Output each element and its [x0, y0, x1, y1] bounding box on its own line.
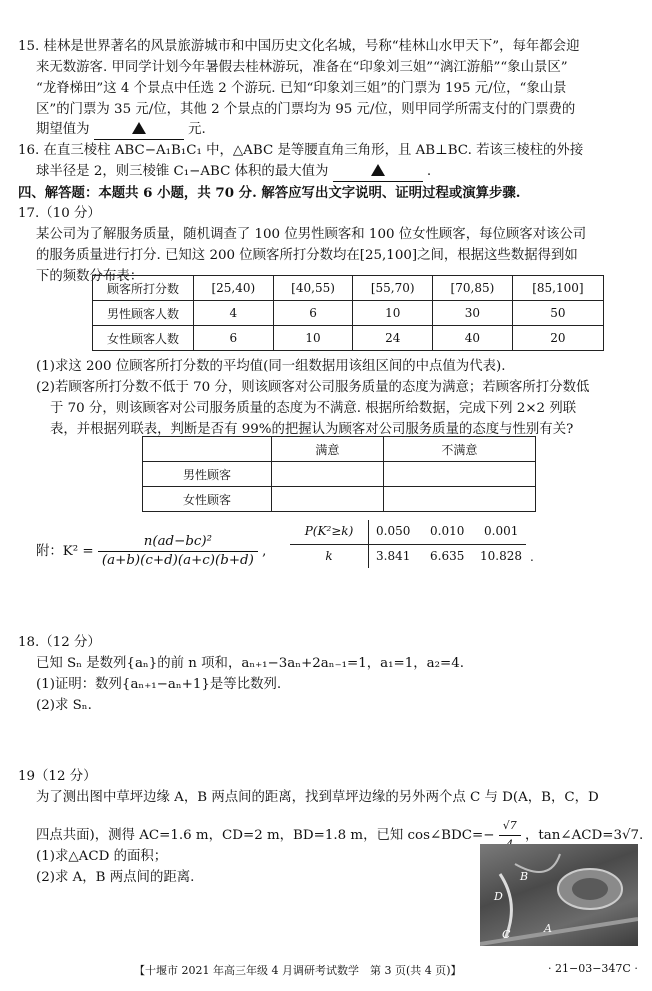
- k-value: 10.828: [480, 549, 522, 563]
- p-value: 0.010: [430, 524, 465, 538]
- formula-denominator: (a+b)(c+d)(a+c)(b+d): [101, 553, 254, 568]
- table-header-row: [143, 437, 536, 462]
- q16-line-2: [36, 163, 431, 182]
- table-cell: 男性顾客: [143, 462, 272, 487]
- table-row: [93, 326, 604, 351]
- section-heading: 四、解答题：本题共 6 小题，共 70 分. 解答应写出文字说明、证明过程或演算步骤.: [18, 185, 521, 201]
- table-period: .: [530, 550, 534, 564]
- k-squared-formula: [36, 533, 266, 570]
- k-value: 3.841: [376, 549, 411, 563]
- table-header: [143, 437, 272, 462]
- q17-heading: 17.（10 分）: [18, 206, 101, 221]
- q15-line-2: 来无数游客. 甲同学计划今年暑假去桂林游玩，准备在“印象刘三姐”“漓江游船”“象山景区”: [36, 60, 568, 75]
- cos-numerator: √7: [499, 817, 521, 836]
- photo-label-a: A: [544, 922, 552, 935]
- q19-line-1: 为了测出图中草坪边缘 A，B 两点间的距离，找到草坪边缘的另外两个点 C 与 D(A，B，C，D: [36, 790, 599, 805]
- q19-line-2-lead: 四点共面)，测得 AC=1.6 m，CD=2 m，BD=1.8 m，已知 cos∠BDC=−: [36, 828, 495, 843]
- photo-label-d: D: [494, 890, 503, 903]
- triangle-icon: [132, 122, 146, 134]
- q18-part-2: (2)求 Sₙ.: [36, 698, 92, 713]
- table-cell: 女性顾客: [143, 487, 272, 512]
- q19-line-2-tail: ，tan∠ACD=3√7.: [525, 828, 644, 843]
- table-header: 顾客所打分数: [93, 276, 194, 301]
- table-header: [85,100]: [512, 276, 603, 301]
- table-header: 满意: [272, 437, 384, 462]
- lawn-photo: [480, 844, 638, 946]
- table-row: [93, 301, 604, 326]
- q15-line-3: “龙脊梯田”这 4 个景点中任选 2 个游玩. 已知“印象刘三姐”的门票为 195 元/位，“象山景: [36, 81, 567, 96]
- table-cell[interactable]: [383, 487, 535, 512]
- q18-heading: 18.（12 分）: [18, 635, 101, 650]
- q17-line-3: 下的频数分布表：: [36, 269, 144, 284]
- table-header: [40,55): [273, 276, 353, 301]
- table-cell: 6: [194, 326, 274, 351]
- contingency-table: [142, 436, 536, 512]
- table-cell[interactable]: [383, 462, 535, 487]
- table-cell: 24: [353, 326, 433, 351]
- table-header-row: [93, 276, 604, 301]
- table-cell: 男性顾客人数: [93, 301, 194, 326]
- q17-part-1: (1)求这 200 位顾客所打分数的平均值(同一组数据用该组区间的中点值为代表).: [36, 359, 506, 374]
- p-value: 0.050: [376, 524, 411, 538]
- q15-answer-blank[interactable]: [94, 121, 184, 140]
- table-row: [143, 487, 536, 512]
- frequency-table: [92, 275, 604, 351]
- q19-heading: 19（12 分）: [18, 769, 97, 784]
- q15-answer-tail: 元.: [188, 122, 206, 137]
- table-row: [143, 462, 536, 487]
- divider: [290, 544, 526, 545]
- table-cell: 10: [353, 301, 433, 326]
- p-value: 0.001: [484, 524, 519, 538]
- footer-code: · 21−03−347C ·: [548, 962, 638, 975]
- photo-label-c: C: [502, 928, 511, 941]
- q17-line-1: 某公司为了解服务质量，随机调查了 100 位男性顾客和 100 位女性顾客，每位顾客对该公司: [36, 227, 587, 242]
- q16-answer-tail: .: [426, 164, 432, 179]
- table-header: 不满意: [383, 437, 535, 462]
- q16-answer-blank[interactable]: [333, 163, 423, 182]
- q16-answer-lead: 球半径是 2，则三棱锥 C₁−ABC 体积的最大值为: [36, 164, 329, 179]
- formula-numerator: n(ad−bc)²: [98, 533, 258, 552]
- formula-comma: ,: [262, 544, 267, 559]
- table-cell: 女性顾客人数: [93, 326, 194, 351]
- table-cell: 4: [194, 301, 274, 326]
- formula-lead: 附：K² =: [36, 544, 94, 559]
- formula-fraction: [98, 533, 258, 570]
- table-cell[interactable]: [272, 487, 384, 512]
- q16-line-1: 16. 在直三棱柱 ABC−A₁B₁C₁ 中，△ABC 是等腰直角三角形，且 AB⊥BC. 若该三棱柱的外接: [18, 143, 584, 158]
- q18-part-1: (1)证明：数列{aₙ₊₁−aₙ+1}是等比数列.: [36, 677, 282, 692]
- table-cell: 50: [512, 301, 603, 326]
- footer-title: 【十堰市 2021 年高三年级 4 月调研考试数学 第 3 页(共 4 页)】: [134, 964, 462, 977]
- q15-line-1: 15. 桂林是世界著名的风景旅游城市和中国历史文化名城，号称“桂林山水甲天下”，每年都会迎: [18, 39, 580, 54]
- table-header: [25,40): [194, 276, 274, 301]
- q19-part-2: (2)求 A，B 两点间的距离.: [36, 870, 195, 885]
- k-value: 6.635: [430, 549, 465, 563]
- table-header: [55,70): [353, 276, 433, 301]
- table-cell: 6: [273, 301, 353, 326]
- pk-label: P(K²≥k): [304, 524, 354, 538]
- table-cell: 40: [433, 326, 513, 351]
- k-label: k: [325, 549, 333, 563]
- q18-line-1: 已知 Sₙ 是数列{aₙ}的前 n 项和，aₙ₊₁−3aₙ+2aₙ₋₁=1，a₁=1，a₂=4.: [36, 656, 464, 671]
- table-cell: 30: [433, 301, 513, 326]
- q15-line-4: 区”的门票为 35 元/位，其他 2 个景点的门票均为 95 元/位，则甲同学所需支付的门票费的: [36, 102, 576, 117]
- q15-line-5: [36, 121, 206, 140]
- table-cell[interactable]: [272, 462, 384, 487]
- table-cell: 10: [273, 326, 353, 351]
- q17-line-2: 的服务质量进行打分. 已知这 200 位顾客所打分数均在[25,100]之间，根据这些数据得到如: [36, 248, 578, 263]
- q17-part-2-c: 表，并根据列联表，判断是否有 99%的把握认为顾客对公司服务质量的态度与性别有关?: [50, 422, 574, 437]
- table-cell: 20: [512, 326, 603, 351]
- q19-part-1: (1)求△ACD 的面积；: [36, 849, 168, 864]
- q17-part-2-b: 于 70 分，则该顾客对公司服务质量的态度为不满意. 根据所给数据，完成下列 2×2 列联: [50, 401, 577, 416]
- critical-value-table: [290, 520, 534, 568]
- triangle-icon: [371, 164, 385, 176]
- q17-part-2-a: (2)若顾客所打分数不低于 70 分，则该顾客对公司服务质量的态度为满意；若顾客所打分数低: [36, 380, 590, 395]
- q15-answer-lead: 期望值为: [36, 122, 90, 137]
- table-header: [70,85): [433, 276, 513, 301]
- photo-label-b: B: [520, 870, 529, 883]
